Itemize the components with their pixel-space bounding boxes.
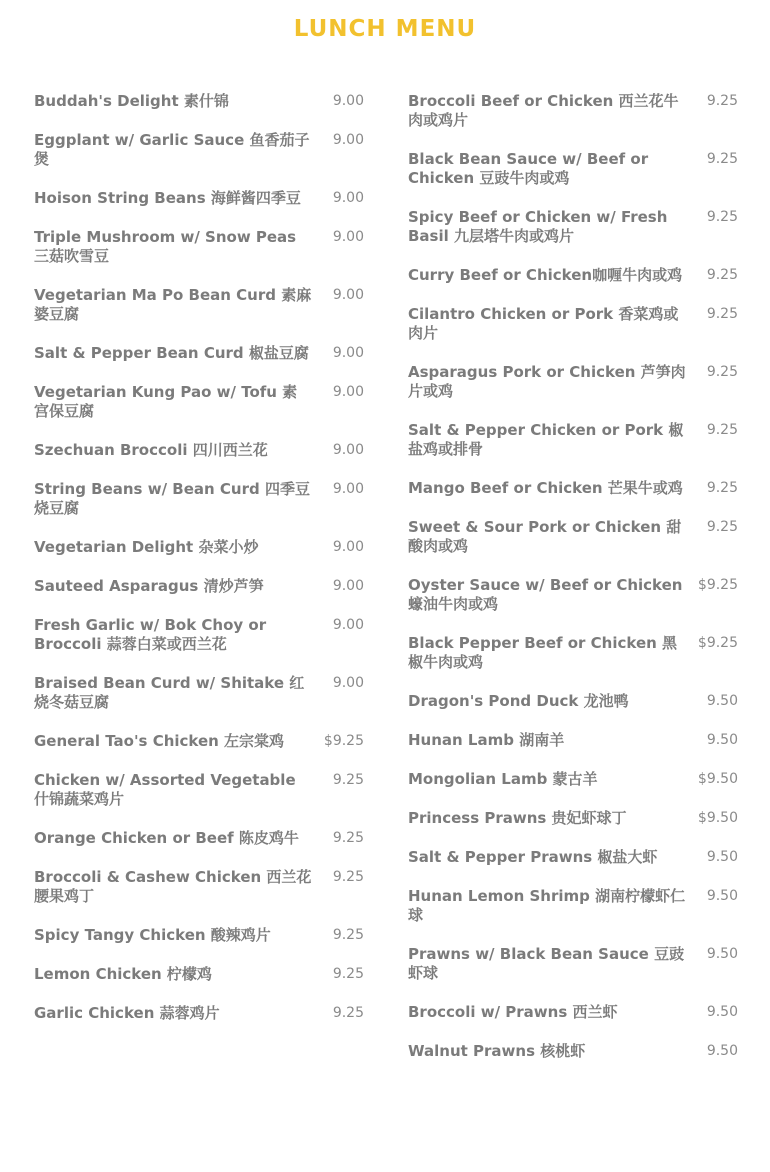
menu-item-price: 9.50 — [706, 849, 738, 865]
menu-item — [408, 945, 738, 983]
menu-item-price: $9.25 — [697, 635, 738, 651]
menu-item-price: 9.00 — [332, 287, 364, 303]
menu-item-price: 9.00 — [332, 190, 364, 206]
menu-item — [408, 305, 738, 343]
menu-item — [34, 480, 364, 518]
menu-item — [408, 150, 738, 188]
menu-item — [408, 1003, 738, 1022]
menu-item — [34, 1004, 364, 1023]
menu-item-price: 9.00 — [332, 617, 364, 633]
menu-item-name: Oyster Sauce w/ Beef or Chicken 蠔油牛肉或鸡 — [408, 576, 683, 613]
menu-item-price: 9.00 — [332, 481, 364, 497]
menu-item — [408, 421, 738, 459]
menu-item — [34, 228, 364, 266]
menu-item-price: 9.00 — [332, 675, 364, 691]
menu-item-price: 9.50 — [706, 888, 738, 904]
menu-item — [34, 131, 364, 169]
menu-item — [408, 92, 738, 130]
menu-item-name: Broccoli Beef or Chicken 西兰花牛肉或鸡片 — [408, 92, 679, 129]
menu-item-price: 9.25 — [332, 869, 364, 885]
menu-item-price: 9.00 — [332, 93, 364, 109]
menu-item-price: 9.00 — [332, 578, 364, 594]
menu-item-name: Black Bean Sauce w/ Beef or Chicken 豆豉牛肉或鸡 — [408, 150, 649, 187]
menu-item-name: Hunan Lemon Shrimp 湖南柠檬虾仁球 — [408, 887, 686, 924]
menu-item — [34, 732, 364, 751]
menu-item-name: Cilantro Chicken or Pork 香菜鸡或肉片 — [408, 305, 679, 342]
menu-item — [408, 848, 738, 867]
menu-item-price: 9.50 — [706, 946, 738, 962]
menu-item-name: Chicken w/ Assorted Vegetable 什锦蔬菜鸡片 — [34, 771, 296, 808]
menu-item-name: Eggplant w/ Garlic Sauce 鱼香茄子煲 — [34, 131, 310, 168]
menu-title: LUNCH MENU — [293, 16, 477, 42]
menu-item-name: Fresh Garlic w/ Bok Choy or Broccoli 蒜蓉白菜或西兰花 — [34, 616, 267, 653]
menu-item-price: 9.50 — [706, 693, 738, 709]
menu-item-name: Vegetarian Kung Pao w/ Tofu 素宫保豆腐 — [34, 383, 298, 420]
menu-item-price: 9.25 — [706, 93, 738, 109]
menu-item-name: Sweet & Sour Pork or Chicken 甜酸肉或鸡 — [408, 518, 682, 555]
menu-item-price: 9.25 — [332, 1005, 364, 1021]
menu-item-price: 9.50 — [706, 1004, 738, 1020]
menu-item — [408, 266, 738, 285]
menu-item-name: Garlic Chicken 蒜蓉鸡片 — [34, 1004, 220, 1022]
menu-item — [34, 286, 364, 324]
menu-item-name: Lemon Chicken 柠檬鸡 — [34, 965, 212, 983]
left-menu-column — [34, 92, 364, 1043]
menu-item — [408, 692, 738, 711]
menu-item-price: 9.25 — [706, 306, 738, 322]
menu-item-price: 9.50 — [706, 732, 738, 748]
menu-item — [408, 208, 738, 246]
menu-item-price: 9.00 — [332, 384, 364, 400]
menu-item-price: 9.00 — [332, 345, 364, 361]
menu-item-name: Orange Chicken or Beef 陈皮鸡牛 — [34, 829, 299, 847]
menu-item-name: Braised Bean Curd w/ Shitake 红烧冬菇豆腐 — [34, 674, 305, 711]
menu-item — [408, 731, 738, 750]
menu-item-price: 9.00 — [332, 442, 364, 458]
menu-item-name: Szechuan Broccoli 四川西兰花 — [34, 441, 268, 459]
menu-item — [408, 887, 738, 925]
menu-item — [34, 383, 364, 421]
menu-item — [34, 441, 364, 460]
menu-item-price: $9.25 — [697, 577, 738, 593]
menu-item-name: Vegetarian Delight 杂菜小炒 — [34, 538, 259, 556]
menu-item-price: 9.25 — [332, 772, 364, 788]
menu-item — [34, 829, 364, 848]
menu-item-price: 9.25 — [706, 422, 738, 438]
menu-item-name: Mango Beef or Chicken 芒果牛或鸡 — [408, 479, 683, 497]
menu-item — [34, 965, 364, 984]
menu-item — [34, 538, 364, 557]
menu-item — [408, 363, 738, 401]
menu-item-name: Salt & Pepper Chicken or Pork 椒盐鸡或排骨 — [408, 421, 684, 458]
menu-item-name: Spicy Beef or Chicken w/ Fresh Basil 九层塔牛肉或鸡片 — [408, 208, 668, 245]
menu-item — [34, 926, 364, 945]
menu-item-price: 9.25 — [706, 480, 738, 496]
menu-item — [408, 809, 738, 828]
menu-item-name: String Beans w/ Bean Curd 四季豆烧豆腐 — [34, 480, 310, 517]
menu-item-price: 9.25 — [706, 519, 738, 535]
menu-item-name: Mongolian Lamb 蒙古羊 — [408, 770, 598, 788]
menu-item-name: Hunan Lamb 湖南羊 — [408, 731, 565, 749]
menu-item — [408, 1042, 738, 1061]
menu-item-price: 9.25 — [332, 966, 364, 982]
menu-item-name: Salt & Pepper Prawns 椒盐大虾 — [408, 848, 658, 866]
menu-item-price: $9.50 — [697, 771, 738, 787]
menu-item — [34, 189, 364, 208]
menu-item-price: 9.25 — [332, 830, 364, 846]
menu-item — [408, 634, 738, 672]
menu-item-name: Prawns w/ Black Bean Sauce 豆豉虾球 — [408, 945, 685, 982]
menu-item — [34, 344, 364, 363]
menu-item — [408, 770, 738, 789]
menu-item-price: 9.25 — [332, 927, 364, 943]
menu-item-price: 9.25 — [706, 209, 738, 225]
menu-item-name: Curry Beef or Chicken咖喱牛肉或鸡 — [408, 266, 683, 284]
menu-item — [408, 518, 738, 556]
menu-item-price: $9.50 — [697, 810, 738, 826]
menu-item-name: Asparagus Pork or Chicken 芦笋肉片或鸡 — [408, 363, 686, 400]
menu-item-price: 9.50 — [706, 1043, 738, 1059]
menu-item-name: Vegetarian Ma Po Bean Curd 素麻婆豆腐 — [34, 286, 312, 323]
menu-item-name: Walnut Prawns 核桃虾 — [408, 1042, 586, 1060]
menu-item-price: 9.25 — [706, 364, 738, 380]
menu-item-price: 9.00 — [332, 132, 364, 148]
menu-item — [34, 92, 364, 111]
menu-item-name: Hoison String Beans 海鲜酱四季豆 — [34, 189, 301, 207]
menu-item — [408, 576, 738, 614]
menu-item-name: Broccoli & Cashew Chicken 西兰花腰果鸡丁 — [34, 868, 312, 905]
menu-item — [34, 577, 364, 596]
menu-item-name: Triple Mushroom w/ Snow Peas 三菇吹雪豆 — [34, 228, 297, 265]
menu-item-name: Spicy Tangy Chicken 酸辣鸡片 — [34, 926, 271, 944]
right-menu-column — [408, 92, 738, 1081]
menu-item-price: 9.25 — [706, 267, 738, 283]
menu-item-name: Broccoli w/ Prawns 西兰虾 — [408, 1003, 618, 1021]
menu-item — [408, 479, 738, 498]
menu-item-price: 9.25 — [706, 151, 738, 167]
menu-item-price: 9.00 — [332, 229, 364, 245]
menu-item — [34, 616, 364, 654]
menu-item-name: Black Pepper Beef or Chicken 黑椒牛肉或鸡 — [408, 634, 678, 671]
menu-item-name: Dragon's Pond Duck 龙池鸭 — [408, 692, 629, 710]
menu-item-name: Sauteed Asparagus 清炒芦笋 — [34, 577, 264, 595]
menu-item-price: 9.00 — [332, 539, 364, 555]
menu-item-name: Buddah's Delight 素什锦 — [34, 92, 229, 110]
menu-item-price: $9.25 — [323, 733, 364, 749]
menu-item-name: Salt & Pepper Bean Curd 椒盐豆腐 — [34, 344, 309, 362]
menu-item — [34, 868, 364, 906]
menu-item-name: Princess Prawns 贵妃虾球丁 — [408, 809, 627, 827]
menu-item — [34, 674, 364, 712]
menu-item — [34, 771, 364, 809]
menu-item-name: General Tao's Chicken 左宗棠鸡 — [34, 732, 285, 750]
